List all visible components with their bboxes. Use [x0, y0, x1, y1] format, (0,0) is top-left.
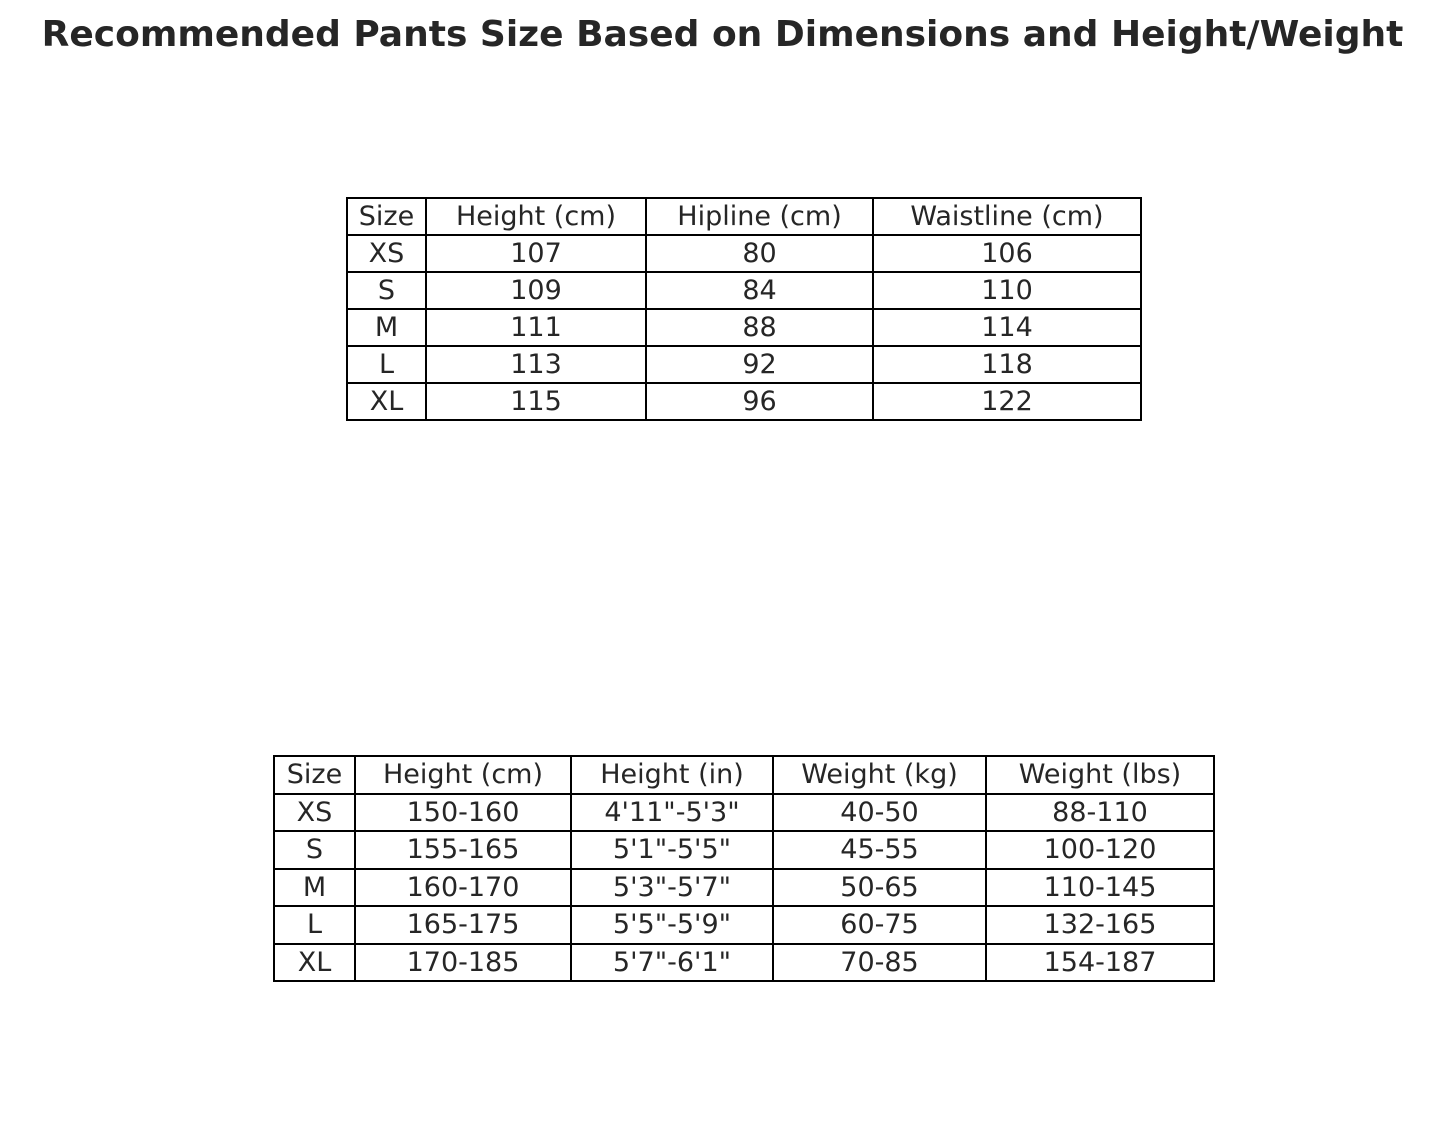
table-cell: L — [274, 906, 355, 944]
table-cell: 111 — [426, 309, 646, 346]
table-cell: 5'5"-5'9" — [571, 906, 773, 944]
table-cell: 109 — [426, 272, 646, 309]
table-cell: 60-75 — [773, 906, 986, 944]
table-cell: 40-50 — [773, 794, 986, 832]
table-cell: 122 — [873, 383, 1141, 420]
table-cell: 155-165 — [355, 831, 571, 869]
table-cell: 106 — [873, 235, 1141, 272]
table-cell: 110 — [873, 272, 1141, 309]
table-cell: 115 — [426, 383, 646, 420]
table-row — [347, 272, 1141, 309]
table-row — [274, 944, 1214, 982]
table-cell: 107 — [426, 235, 646, 272]
table-row — [347, 235, 1141, 272]
table-cell: 165-175 — [355, 906, 571, 944]
column-header: Hipline (cm) — [646, 198, 873, 235]
table-cell: 96 — [646, 383, 873, 420]
table-row — [347, 383, 1141, 420]
column-header: Weight (kg) — [773, 756, 986, 794]
table-cell: M — [274, 869, 355, 907]
table-cell: S — [274, 831, 355, 869]
table-cell: 154-187 — [986, 944, 1214, 982]
table-cell: XL — [347, 383, 426, 420]
table-row — [347, 309, 1141, 346]
table-cell: 5'3"-5'7" — [571, 869, 773, 907]
table-cell: 132-165 — [986, 906, 1214, 944]
table-cell: 45-55 — [773, 831, 986, 869]
table-cell: 118 — [873, 346, 1141, 383]
table-cell: XL — [274, 944, 355, 982]
table-cell: 88 — [646, 309, 873, 346]
figure-title: Recommended Pants Size Based on Dimensions and Height/Weight — [41, 14, 1404, 55]
table-cell: 92 — [646, 346, 873, 383]
table-cell: 160-170 — [355, 869, 571, 907]
table-cell: 5'7"-6'1" — [571, 944, 773, 982]
column-header: Weight (lbs) — [986, 756, 1214, 794]
table-cell: 170-185 — [355, 944, 571, 982]
table-header-row — [274, 756, 1214, 794]
table-row — [274, 794, 1214, 832]
table-cell: 113 — [426, 346, 646, 383]
table-cell: 84 — [646, 272, 873, 309]
table-row — [347, 346, 1141, 383]
table-cell: XS — [274, 794, 355, 832]
table-cell: 4'11"-5'3" — [571, 794, 773, 832]
column-header: Size — [274, 756, 355, 794]
column-header: Size — [347, 198, 426, 235]
height-weight-size-table — [273, 755, 1215, 982]
column-header: Height (in) — [571, 756, 773, 794]
table-cell: 70-85 — [773, 944, 986, 982]
table-cell: 80 — [646, 235, 873, 272]
table-row — [274, 869, 1214, 907]
table-row — [274, 831, 1214, 869]
table-cell: 100-120 — [986, 831, 1214, 869]
table-cell: 114 — [873, 309, 1141, 346]
table-cell: M — [347, 309, 426, 346]
table-cell: L — [347, 346, 426, 383]
table-cell: 110-145 — [986, 869, 1214, 907]
table-cell: XS — [347, 235, 426, 272]
column-header: Waistline (cm) — [873, 198, 1141, 235]
column-header: Height (cm) — [355, 756, 571, 794]
table-cell: S — [347, 272, 426, 309]
table-row — [274, 906, 1214, 944]
pants-dimensions-table — [346, 197, 1142, 421]
column-header: Height (cm) — [426, 198, 646, 235]
table-header-row — [347, 198, 1141, 235]
table-cell: 5'1"-5'5" — [571, 831, 773, 869]
table-cell: 50-65 — [773, 869, 986, 907]
table-cell: 88-110 — [986, 794, 1214, 832]
table-cell: 150-160 — [355, 794, 571, 832]
